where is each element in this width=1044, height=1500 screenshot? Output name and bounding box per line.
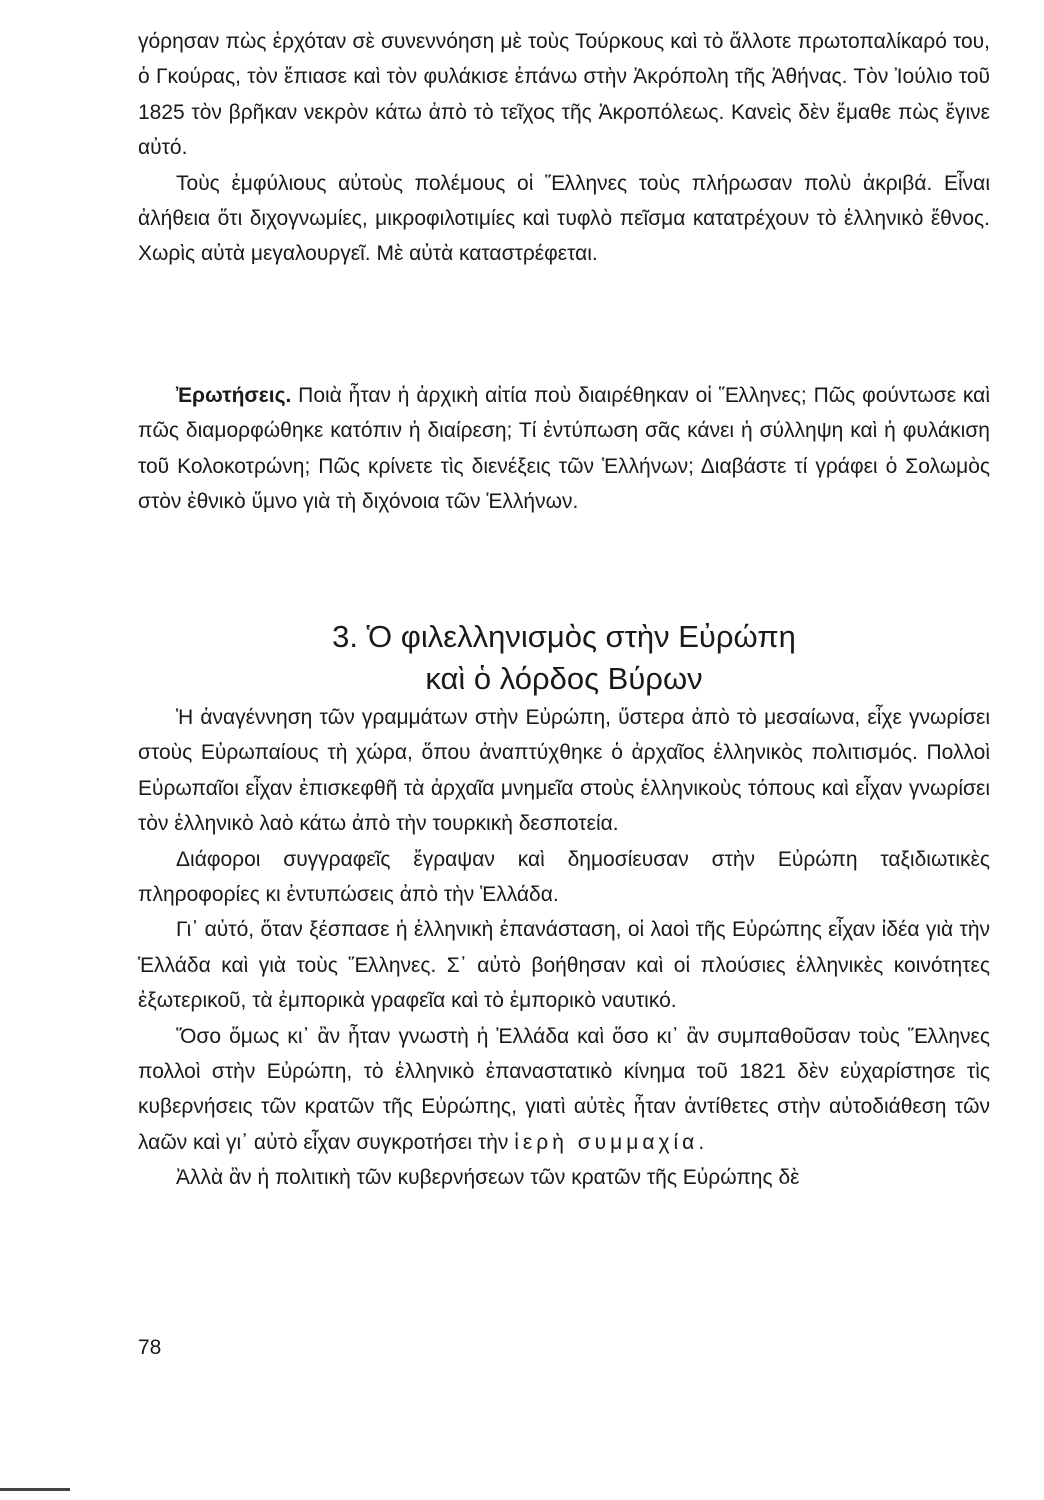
section-paragraph-5: Ἀλλὰ ἂν ἡ πολιτικὴ τῶν κυβερνήσεων τῶν κρατῶν τῆς Εὐρώπης δὲ xyxy=(176,1166,800,1190)
questions-paragraph xyxy=(138,378,990,520)
section-heading xyxy=(138,616,990,700)
section-paragraph-1: Ἡ ἀναγέννηση τῶν γραμμάτων στὴν Εὐρώπη, ὕστερα ἀπὸ τὸ μεσαίωνα, εἶχε γνωρίσει στοὺς Εὐρωπαίους τὴ χώρα, ὅπου ἀναπτύχθηκε ὁ ἀρχαῖος ἑλληνικὸς πολιτισμός. Πολλοὶ Εὐρωπαῖοι εἶχαν ἐπισκεφθῆ τὰ ἀρχαῖα μνημεῖα στοὺς ἑλληνικοὺς τόπους καὶ εἶχαν γνωρίσει τὸν ἑλληνικὸ λαὸ κάτω ἀπὸ τὴν τουρκικὴ δεσποτεία. xyxy=(138,706,990,836)
section-paragraph-4-text: Ὅσο ὅμως κι᾿ ἂν ἦταν γνωστὴ ἡ Ἑλλάδα καὶ ὅσο κι᾿ ἂν συμπαθοῦσαν τοὺς Ἕλληνες πολλοὶ στὴν Εὐρώπη, τὸ ἑλληνικὸ ἐπαναστατικὸ κίνημα τοῦ 1821 δὲν εὐχαρίστησε τὶς κυβερνήσεις τῶν κρατῶν τῆς Εὐρώπης, γιατὶ αὐτὲς ἦταν ἀντίθετες στὴν αὐτοδιάθεση τῶν λαῶν καὶ γι᾿ αὐτὸ εἶχαν συγκροτήσει τὴν xyxy=(138,1024,990,1154)
intro-paragraph-1: γόρησαν πὼς ἐρχόταν σὲ συνεννόηση μὲ τοὺς Τούρκους καὶ τὸ ἄλλοτε πρωτοπαλίκαρό του, ὁ Γκούρας, τὸν ἔπιασε καὶ τὸν φυλάκισε ἐπάνω στὴν Ἀκρόπολη τῆς Ἀθήνας. Τὸν Ἰούλιο τοῦ 1825 τὸν βρῆκαν νεκρὸν κάτω ἀπὸ τὸ τεῖχος τῆς Ἀκροπόλεως. Κανεὶς δὲν ἔμαθε πὼς ἔγινε αὐτό. xyxy=(138,30,990,160)
section-paragraph-3: Γι᾿ αὐτό, ὅταν ξέσπασε ἡ ἑλληνικὴ ἐπανάσταση, οἱ λαοὶ τῆς Εὐρώπης εἶχαν ἰδέα γιὰ τὴν Ἑλλάδα καὶ γιὰ τοὺς Ἕλληνες. Σ᾿ αὐτὸ βοήθησαν καὶ οἱ πλούσιες ἑλληνικὲς κοινότητες ἐξωτερικοῦ, τὰ ἐμπορικὰ γραφεῖα καὶ τὸ ἐμπορικὸ ναυτικό. xyxy=(138,918,990,1013)
section-paragraph-4 xyxy=(138,1019,990,1161)
bottom-edge-rule xyxy=(0,1488,70,1491)
holy-alliance-term: ἱερὴ συμμαχία xyxy=(514,1130,699,1154)
intro-paragraph-2: Τοὺς ἐμφύλιους αὐτοὺς πολέμους οἱ Ἕλληνες τοὺς πλήρωσαν πολὺ ἀκριβά. Εἶναι ἀλήθεια ὅτι διχογνωμίες, μικροφιλοτιμίες καὶ τυφλὸ πεῖσμα κατατρέχουν τὸ ἑλληνικὸ ἔθνος. Χωρὶς αὐτὰ μεγαλουργεῖ. Μὲ αὐτὰ καταστρέφεται. xyxy=(138,171,990,266)
questions-label: Ἐρωτήσεις. xyxy=(176,384,292,407)
section-paragraph-2: Διάφοροι συγγραφεῖς ἔγραψαν καὶ δημοσίευσαν στὴν Εὐρώπη ταξιδιωτικὲς πληροφορίες κι ἐντυπώσεις ἀπὸ τὴν Ἑλλάδα. xyxy=(138,847,990,907)
section-heading-line-1: 3. Ὁ φιλελληνισμὸς στὴν Εὐρώπη xyxy=(332,618,796,654)
intro-text-block xyxy=(138,24,990,272)
questions-block xyxy=(138,378,990,520)
page-number: 78 xyxy=(138,1336,162,1359)
section-text-block xyxy=(138,700,990,1196)
section-paragraph-4-end: . xyxy=(698,1130,705,1154)
questions-text: Ποιὰ ἦταν ἡ ἀρχικὴ αἰτία ποὺ διαιρέθηκαν οἱ Ἕλληνες; Πῶς φούντωσε καὶ πῶς διαμορφώθηκε κατόπιν ἡ διαίρεση; Τί ἐντύπωση σᾶς κάνει ἡ σύλληψη καὶ ἡ φυλάκιση τοῦ Κολοκοτρώνη; Πῶς κρίνετε τὶς διενέξεις τῶν Ἑλλήνων; Διαβάστε τί γράφει ὁ Σολωμὸς στὸν ἐθνικὸ ὕμνο γιὰ τὴ διχόνοια τῶν Ἑλλήνων. xyxy=(138,384,990,514)
section-heading-line-2: καὶ ὁ λόρδος Βύρων xyxy=(425,660,703,696)
